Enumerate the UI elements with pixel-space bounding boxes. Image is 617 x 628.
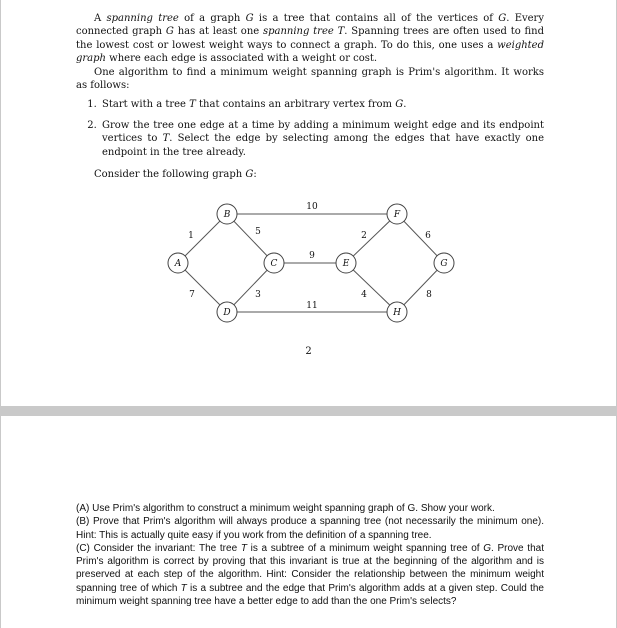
text: . Spanning trees are often used to find the lowest cost or lowest weight ways to connect a graph. To do this, one uses a bbox=[76, 26, 545, 51]
node-label-E: E bbox=[342, 259, 350, 269]
text: . Every connected graph bbox=[76, 13, 544, 38]
question-part-a: (A) Use Prim's algorithm to construct a minimum weight spanning graph of G. Show your work. bbox=[76, 503, 495, 514]
text: where each edge is associated with a weight or cost. bbox=[106, 53, 378, 65]
text: has at least one bbox=[173, 26, 263, 38]
text: . bbox=[403, 99, 407, 111]
weight-GH: 8 bbox=[426, 290, 432, 300]
term-spanning-tree-T: spanning tree T bbox=[262, 26, 345, 38]
math-T: T bbox=[189, 99, 196, 111]
prim-intro-paragraph: One algorithm to find a minimum weight spanning graph is Prim's algorithm. It works as follows: bbox=[76, 66, 544, 92]
weight-CD: 3 bbox=[255, 290, 261, 300]
math-T: T bbox=[180, 582, 187, 594]
node-label-D: D bbox=[223, 308, 231, 318]
weight-CE: 9 bbox=[309, 251, 315, 261]
math-G: G bbox=[245, 169, 254, 181]
node-label-G: G bbox=[440, 259, 448, 269]
text: is a subtree and the edge that Prim's algorithm adds at a given step. Could the minimum weight spanning tree have a better edge to add than the one Prim's selects? bbox=[76, 582, 544, 608]
math-G: G bbox=[245, 13, 254, 24]
edge-EH bbox=[346, 263, 397, 312]
node-label-F: F bbox=[393, 210, 401, 220]
text: Grow the tree one edge at a time by adding a minimum weight edge and its endpoint vertices to bbox=[102, 119, 544, 145]
weight-BF: 10 bbox=[306, 202, 318, 212]
text: A bbox=[94, 13, 107, 24]
step-2 bbox=[100, 119, 544, 159]
question-part-b: (B) Prove that Prim's algorithm will always produce a spanning tree (not necessarily the minimum one). Hint: This is actually quite easy if you work from the definition of a spanning tree. bbox=[76, 516, 544, 541]
weight-AD: 7 bbox=[189, 290, 195, 300]
weight-FG: 6 bbox=[425, 231, 431, 241]
weight-EH: 4 bbox=[361, 290, 367, 300]
math-G: G bbox=[483, 542, 492, 554]
math-G: G bbox=[395, 99, 404, 111]
text: of a graph bbox=[178, 13, 246, 24]
text: is a tree that contains all of the vertices of bbox=[253, 13, 499, 24]
node-label-A: A bbox=[174, 259, 182, 269]
weight-AB: 1 bbox=[188, 231, 194, 241]
math-T: T bbox=[240, 542, 247, 554]
page-number: 2 bbox=[305, 346, 312, 357]
algorithm-steps bbox=[76, 98, 544, 159]
node-label-C: C bbox=[270, 259, 278, 269]
text: Consider the following graph bbox=[94, 169, 246, 181]
text: Start with a tree bbox=[102, 99, 190, 111]
weight-BC: 5 bbox=[255, 227, 261, 237]
step-1 bbox=[100, 98, 544, 111]
consider-graph-text bbox=[76, 168, 544, 181]
math-G: G bbox=[165, 26, 174, 38]
node-label-H: H bbox=[393, 308, 401, 318]
text: . Select the edge by selecting among the edges that have exactly one endpoint in the tree already. bbox=[102, 133, 544, 158]
term-spanning-tree: spanning tree bbox=[106, 13, 179, 24]
text: (C) Consider the invariant: The tree bbox=[76, 542, 241, 554]
graph-diagram bbox=[151, 196, 471, 326]
text: is a subtree of a minimum weight spanning tree of bbox=[246, 542, 484, 554]
intro-paragraph bbox=[76, 12, 544, 66]
text: . Prove that Prim's algorithm is correct by proving that this invariant is true at the beginning of the algorithm and is preserved at each step of the algorithm. Hint: Consider the relationship between the minimum weight spanning tree of which bbox=[76, 542, 544, 594]
question-part-c bbox=[76, 542, 544, 608]
edge-EF bbox=[346, 214, 397, 263]
math-G: G bbox=[498, 13, 507, 24]
weight-DH: 11 bbox=[306, 301, 318, 311]
weight-EF: 2 bbox=[361, 231, 367, 241]
document-page-2 bbox=[1, 416, 616, 628]
text: that contains an arbitrary vertex from bbox=[195, 99, 396, 111]
term-weighted-graph: weighted graph bbox=[76, 39, 544, 65]
text: : bbox=[253, 169, 257, 181]
node-label-B: B bbox=[223, 210, 231, 220]
math-T: T bbox=[162, 133, 170, 145]
document-page-1 bbox=[1, 0, 616, 406]
